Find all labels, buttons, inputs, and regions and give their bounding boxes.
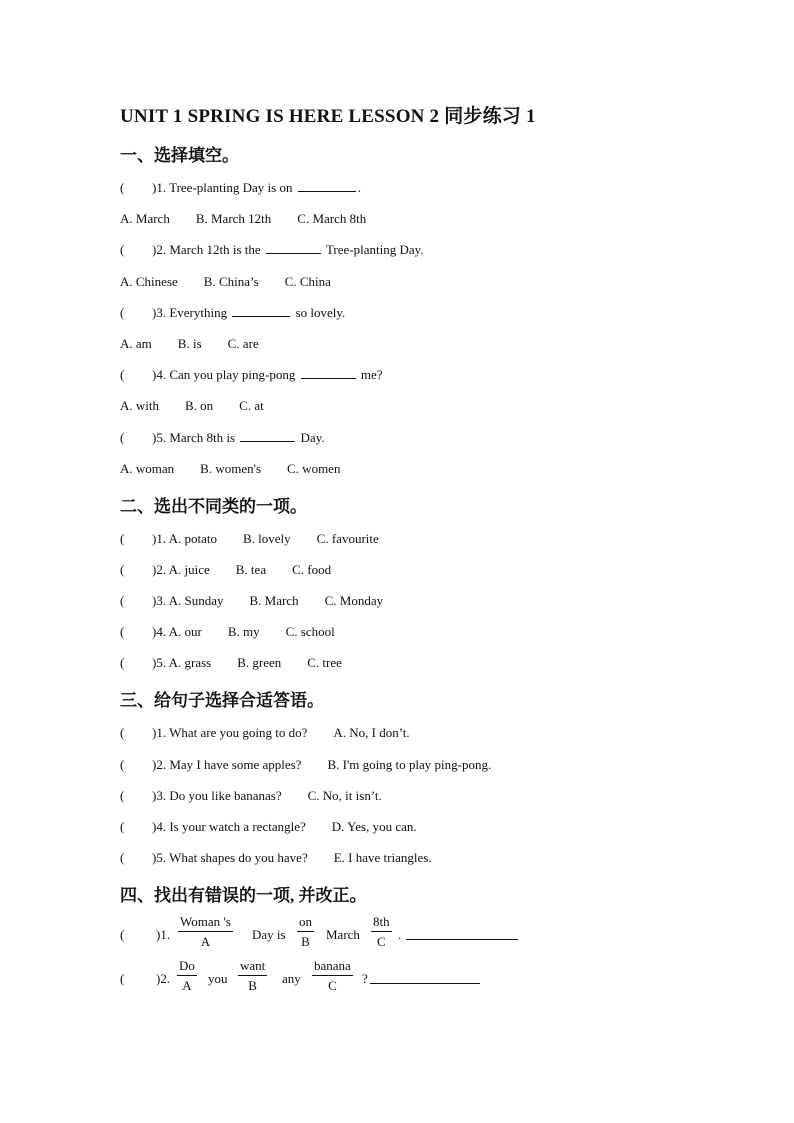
s3-question-5: ( )5. What shapes do you have? E. I have triangles. [120,850,432,866]
s4-question-1: ( )1. Woman 's A Day is $\frac{on}{B}$ March $\frac{8th}{C}$ . [120,914,720,958]
blank-line[interactable] [240,429,295,442]
answer-bracket[interactable]: ( [120,429,125,445]
error-option-c[interactable]: $\frac{8th}{C}$ [373,914,390,950]
s3-question-3: ( )3. Do you like bananas? C. No, it isn’t. [120,787,382,803]
answer-bracket[interactable]: ( [120,927,125,943]
s1-question-3: ( )3. Everything so lovely. [120,304,346,320]
error-option-a[interactable]: Woman 's A [180,914,231,950]
answer-bracket[interactable]: ( [120,655,125,671]
blank-line[interactable] [298,179,356,192]
s1-options-5: A. woman B. women's C. women [120,460,341,476]
s1-options-1: A. March B. March 12th C. March 8th [120,211,367,227]
answer-bracket[interactable]: ( [120,624,125,640]
section-3-heading: 三、给句子选择合适答语。 [120,691,324,711]
answer-bracket[interactable]: ( [120,971,125,987]
answer-bracket[interactable]: ( [120,819,125,834]
error-option-a[interactable]: $\frac{Do}{A}$ [179,958,195,994]
error-option-b[interactable]: $\frac{on}{B}$ [299,914,312,950]
answer-bracket[interactable]: ( [120,593,125,609]
blank-line[interactable] [266,241,321,254]
correction-line[interactable] [406,939,518,940]
answer-bracket[interactable]: ( [120,756,125,772]
answer-bracket[interactable]: ( [120,725,125,741]
answer-bracket[interactable]: ( [120,561,125,577]
answer-bracket[interactable]: ( [120,180,125,195]
s1-question-1: ( )1. Tree-planting Day is on . [120,180,361,195]
answer-bracket[interactable]: ( [120,242,125,258]
s4-question-2: ( )2. $\frac{Do}{A}$ you want B any banana C ? [120,958,720,1002]
s1-question-5: ( )5. March 8th is Day. [120,429,325,445]
answer-bracket[interactable]: ( [120,787,125,803]
answer-bracket[interactable]: ( [120,850,125,866]
section-1-heading: 一、选择填空。 [120,146,239,165]
s1-options-3: A. am B. is C. are [120,335,259,351]
s3-question-2: ( )2. May I have some apples? B. I'm going to play ping-pong. [120,756,492,772]
blank-line[interactable] [301,366,356,379]
section-4-heading: 四、找出有错误的一项, 并改正。 [120,886,367,906]
answer-bracket[interactable]: ( [120,530,125,546]
answer-bracket[interactable]: ( [120,367,125,383]
s1-question-2: ( )2. March 12th is the Tree-planting Day. [120,242,424,258]
answer-bracket[interactable]: ( [120,304,125,320]
worksheet [120,104,720,1002]
s2-question-4: ( )4. A. our B. my C. school [120,624,335,640]
s3-question-1: ( )1. What are you going to do? A. No, I don’t. [120,725,410,741]
s1-options-4: A. with B. on C. at [120,398,264,414]
section-2-heading: 二、选出不同类的一项。 [120,496,307,516]
error-option-b[interactable]: want B [240,958,266,994]
worksheet-title: UNIT 1 SPRING IS HERE LESSON 2 同步练习 1 [120,106,536,127]
s1-question-4: ( )4. Can you play ping-pong me? [120,367,383,383]
correction-line[interactable] [370,983,480,984]
s2-question-3: ( )3. A. Sunday B. March C. Monday [120,593,384,609]
blank-line[interactable] [232,304,290,317]
s2-question-2: ( )2. A. juice B. tea C. food [120,561,332,577]
s1-options-2: A. Chinese B. China’s C. China [120,273,331,289]
s3-question-4: ( )4. Is your watch a rectangle? D. Yes, you can. [120,819,417,834]
s2-question-1: ( )1. A. potato B. lovely C. favourite [120,530,379,546]
error-option-c[interactable]: banana C [314,958,351,994]
s2-question-5: ( )5. A. grass B. green C. tree [120,655,342,671]
